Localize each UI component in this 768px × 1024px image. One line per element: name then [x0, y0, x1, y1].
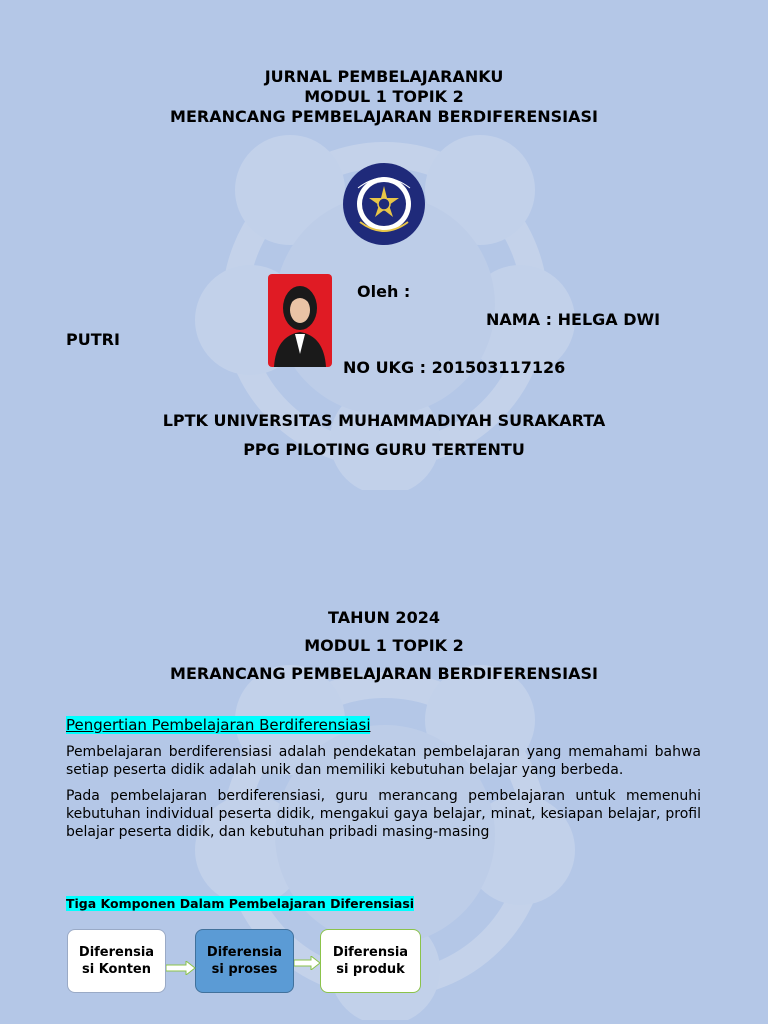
arrow-2-icon — [294, 956, 321, 970]
topic-heading: MERANCANG PEMBELAJARAN BERDIFERENSIASI — [170, 664, 598, 683]
component-proses-label: Diferensia si proses — [206, 945, 283, 977]
section-heading — [66, 716, 370, 734]
component-produk-label: Diferensia si produk — [332, 945, 409, 977]
module-heading: MODUL 1 TOPIK 2 — [304, 636, 464, 655]
arrow-1-icon — [166, 961, 196, 975]
component-box-proses — [195, 929, 294, 993]
nama-continuation: PUTRI — [66, 330, 120, 349]
oleh-label: Oleh : — [357, 282, 411, 301]
component-konten-label: Diferensia si Konten — [78, 945, 155, 977]
cover-title-line2: MODUL 1 TOPIK 2 — [304, 87, 464, 106]
university-logo — [342, 162, 426, 246]
program-name: PPG PILOTING GURU TERTENTU — [243, 440, 525, 459]
paragraph-2: Pada pembelajaran berdiferensiasi, guru merancang pembelajaran untuk memenuhi kebutuhan individual peserta didik, mengakui gaya belajar, minat, kesiapan belajar, profil belajar peserta didik, dan kebutuhan pribadi masing-masing — [66, 788, 701, 840]
cover-title-line1: JURNAL PEMBELAJARANKU — [264, 67, 504, 86]
components-heading — [66, 896, 414, 911]
cover-title-line3: MERANCANG PEMBELAJARAN BERDIFERENSIASI — [170, 107, 598, 126]
paragraph-1: Pembelajaran berdiferensiasi adalah pendekatan pembelajaran yang memahami bahwa setiap peserta didik adalah unik dan memiliki kebutuhan belajar yang berbeda. — [66, 744, 701, 778]
no-ukg: NO UKG : 201503117126 — [343, 358, 566, 377]
components-heading-text: Tiga Komponen Dalam Pembelajaran Diferensiasi — [66, 896, 415, 911]
nama-line: NAMA : HELGA DWI — [486, 310, 661, 329]
profile-photo — [268, 274, 332, 367]
component-box-produk — [320, 929, 421, 993]
component-box-konten — [67, 929, 166, 993]
section-heading-text: Pengertian Pembelajaran Berdiferensiasi — [66, 716, 371, 734]
year-heading: TAHUN 2024 — [328, 608, 440, 627]
institution-name: LPTK UNIVERSITAS MUHAMMADIYAH SURAKARTA — [162, 411, 606, 430]
